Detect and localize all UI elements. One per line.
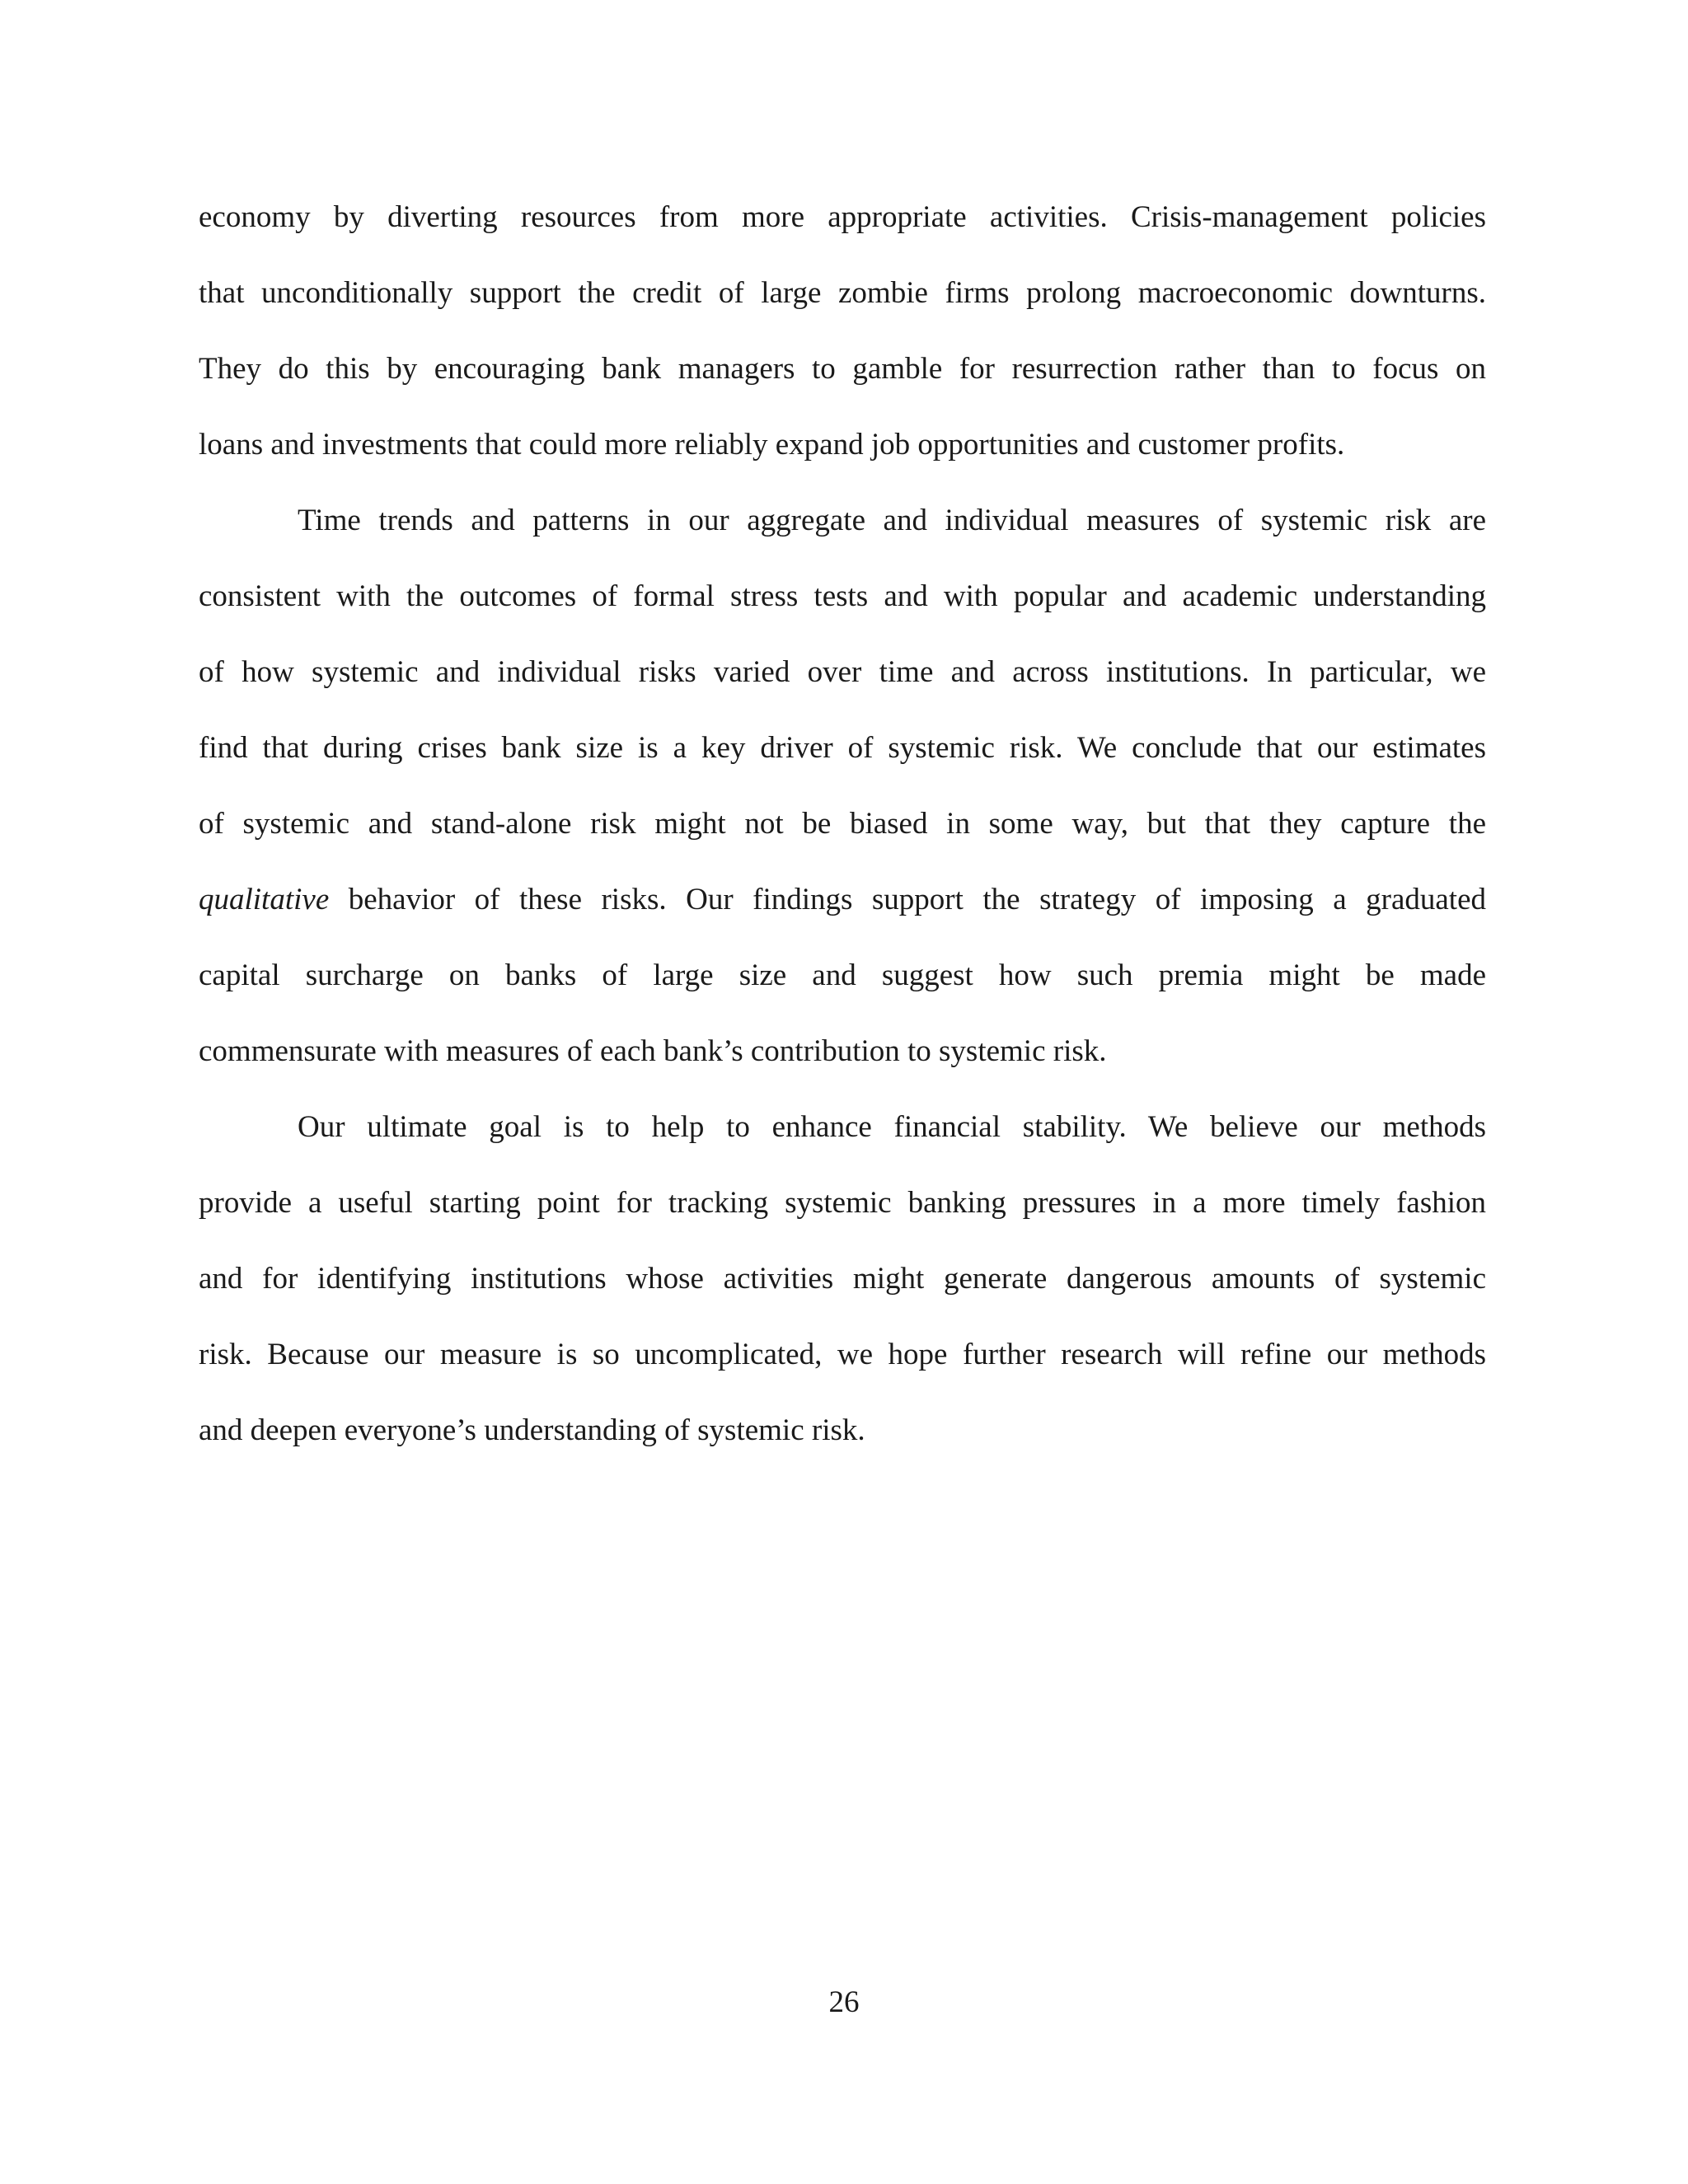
text-line: risk. Because our measure is so uncomplicated, we hope further research will refine our methods xyxy=(199,1338,1486,1371)
paragraph-1 xyxy=(199,191,1486,494)
text-line: of systemic and stand-alone risk might not be biased in some way, but that they capture the xyxy=(199,807,1486,841)
text-line: capital surcharge on banks of large size and suggest how such premia might be made xyxy=(199,958,1486,992)
paragraph-2 xyxy=(199,494,1486,1101)
text-line: of how systemic and individual risks varied over time and across institutions. In particular, we xyxy=(199,655,1486,689)
text-line-rest: behavior of these risks. Our findings support the strategy of imposing a graduated xyxy=(329,883,1486,916)
text-line: and deepen everyone’s understanding of systemic risk. xyxy=(199,1413,865,1447)
italic-term: qualitative xyxy=(199,883,330,916)
text-line: consistent with the outcomes of formal stress tests and with popular and academic understanding xyxy=(199,579,1486,613)
text-line xyxy=(199,874,1486,949)
text-line: provide a useful starting point for tracking systemic banking pressures in a more timely fashion xyxy=(199,1186,1486,1220)
text-line: commensurate with measures of each bank’s contribution to systemic risk. xyxy=(199,1034,1107,1068)
text-line: Our ultimate goal is to help to enhance financial stability. We believe our methods xyxy=(298,1110,1486,1144)
text-line: economy by diverting resources from more appropriate activities. Crisis-management policies xyxy=(199,200,1486,234)
text-line: loans and investments that could more reliably expand job opportunities and customer profits. xyxy=(199,428,1345,462)
paragraph-3 xyxy=(199,1101,1486,1480)
text-line: Time trends and patterns in our aggregate and individual measures of systemic risk are xyxy=(298,504,1486,537)
body-text xyxy=(199,191,1486,1480)
text-line: find that during crises bank size is a key driver of systemic risk. We conclude that our estimates xyxy=(199,731,1486,765)
text-line: and for identifying institutions whose activities might generate dangerous amounts of systemic xyxy=(199,1262,1486,1296)
page-number: 26 xyxy=(828,1985,860,2019)
text-line: that unconditionally support the credit of large zombie firms prolong macroeconomic downturns. xyxy=(199,276,1486,310)
text-line: They do this by encouraging bank managers to gamble for resurrection rather than to focus on xyxy=(199,352,1486,386)
